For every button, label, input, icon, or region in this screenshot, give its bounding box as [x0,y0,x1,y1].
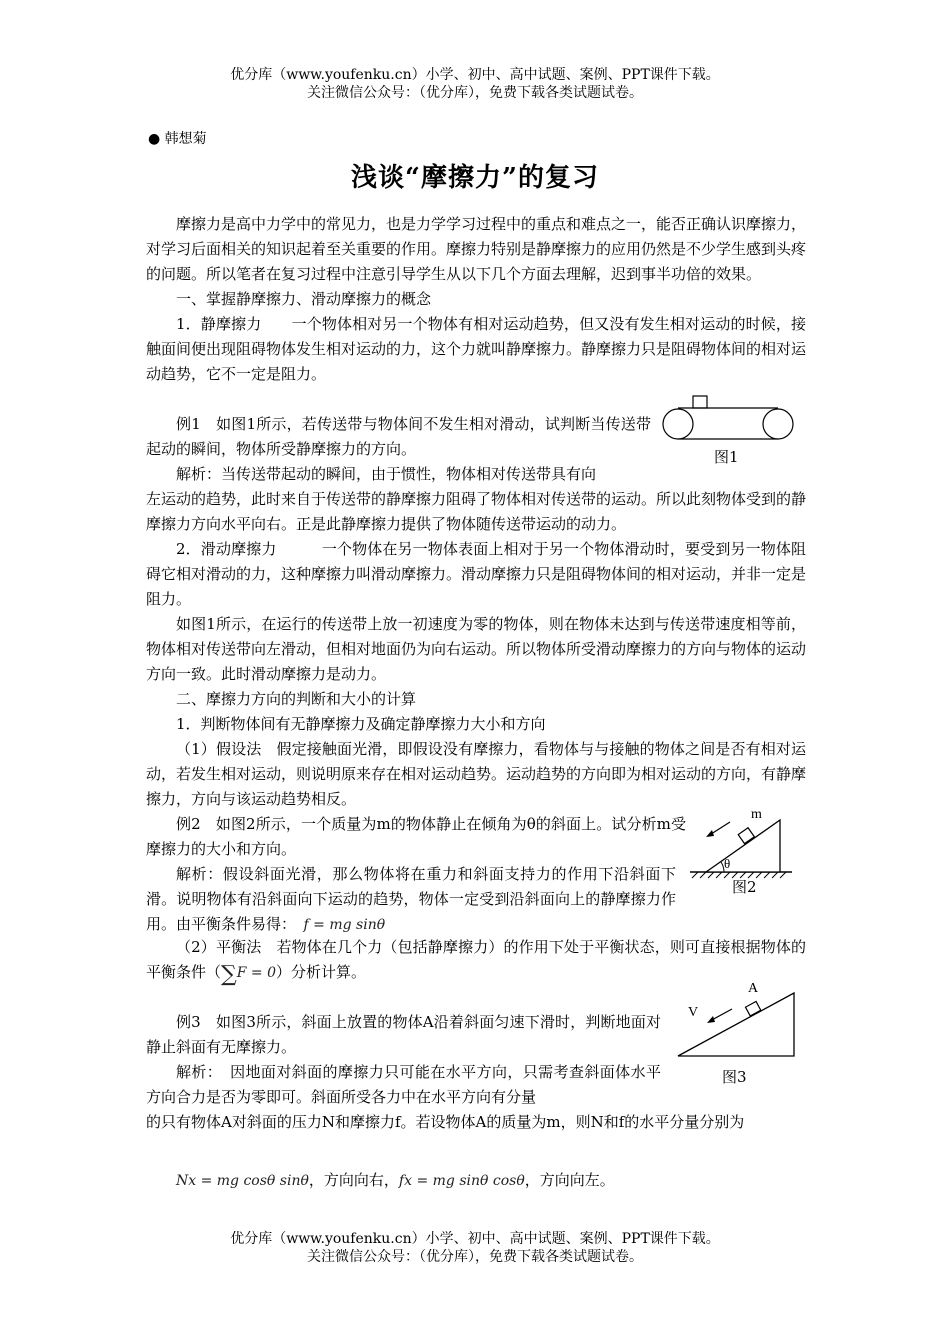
header-line-1: 优分库（www.youfenku.cn）小学、初中、高中试题、案例、PPT课件下载。 [230,67,720,83]
analysis-1-start: 解析：当传送带起动的瞬间，由于惯性，物体相对传送带具有向 [176,465,597,483]
figure-1-caption: 图1 [714,448,739,466]
figure-3-caption: 图3 [722,1068,747,1086]
paragraph-sliding-friction: 2．滑动摩擦力 一个物体在另一物体表面上相对于另一个物体滑动时，要受到另一物体阻碍它相对滑动的力，这种摩擦力叫滑动摩擦力。滑动摩擦力只是阻碍物体间的相对运动，并非一定是阻力。 [146,540,807,608]
equations-line [146,1168,806,1194]
figure-3-label-v: V [688,1005,699,1020]
text-block-analysis-2 [146,862,676,938]
figure-3-wedge [678,993,794,1056]
author: ● 韩想菊 [148,131,207,147]
analysis-3-end: 的只有物体A对斜面的压力N和摩擦力f。若设物体A的质量为m，则N和f的水平分量分别为 [146,1113,745,1131]
figure-2-incline [688,800,800,882]
text-block-example-3 [146,1010,661,1110]
page-footer [0,1230,950,1266]
figure-1-right-roller [763,409,793,439]
text-block-1 [146,212,806,387]
figure-2-caption: 图2 [732,878,757,896]
header-line-2: 关注微信公众号：（优分库），免费下载各类试题试卷。 [307,85,643,101]
equilibrium-text-start: （2）平衡法 若物体在几个力（包括静摩擦力）的作用下处于平衡状态，则可直接根据物体的平衡条件（ [146,938,806,981]
figure-1-block [693,396,707,408]
footer-line-1: 优分库（www.youfenku.cn）小学、初中、高中试题、案例、PPT课件下载。 [230,1231,720,1247]
equation-fx: fx = mg sinθ cosθ [398,1173,525,1189]
text-block-example-1 [146,412,651,487]
fx-direction: ，方向向左。 [524,1171,615,1189]
analysis-1-end: 左运动的趋势，此时来自于传送带的静摩擦力阻碍了物体相对传送带的运动。所以此刻物体受到的静摩擦力方向水平向右。正是此静摩擦力提供了物体随传送带运动的动力。 [146,490,807,533]
example-2: 例2 如图2所示，一个质量为m的物体静止在倾角为θ的斜面上。试分析m受摩擦力的大小和方向。 [146,815,686,858]
page-header [0,66,950,102]
equation-sum-f-text: F = 0 [236,965,276,981]
section-heading-2-1: 1．判断物体间有无静摩擦力及确定静摩擦力大小和方向 [176,715,546,733]
paragraph-intro: 摩擦力是高中力学中的常见力，也是力学学习过程中的重点和难点之一，能否正确认识摩擦力，对学习后面相关的知识起着至关重要的作用。摩擦力特别是静摩擦力的应用仍然是不少学生感到头疼的问题。所以笔者在复习过程中注意引导学生从以下几个方面去理解，迟到事半功倍的效果。 [146,215,807,283]
text-block-equations [146,1168,806,1194]
footer-line-2: 关注微信公众号：（优分库），免费下载各类试题试卷。 [307,1249,643,1265]
equation-sum-f [221,962,276,987]
equation-f-mg-sin: f = mg sinθ [303,917,386,933]
figure-1-conveyor [658,394,798,444]
example-3: 例3 如图3所示，斜面上放置的物体A沿着斜面匀速下滑时，判断地面对静止斜面有无摩擦力。 [146,1013,661,1056]
page-title: 浅谈“摩擦力”的复习 [351,163,599,193]
analysis-3-start: 解析： 因地面对斜面的摩擦力只可能在水平方向，只需考查斜面体水平方向合力是否为零即可。斜面所受各力中在水平方向有分量 [146,1063,661,1106]
section-heading-2: 二、摩擦力方向的判断和大小的计算 [176,690,417,708]
example-1: 例1 如图1所示，若传送带与物体间不发生相对滑动，试判断当传送带起动的瞬间，物体所受静摩擦力的方向。 [146,415,651,458]
figure-1-left-roller [663,409,693,439]
analysis-2-text: 解析：假设斜面光滑，那么物体将在重力和斜面支持力的作用下沿斜面下滑。说明物体有沿斜面向下运动的趋势，物体一定受到沿斜面向上的静摩擦力作用。由平衡条件易得： [146,865,676,933]
paragraph-static-friction: 1．静摩擦力 一个物体相对另一个物体有相对运动趋势，但又没有发生相对运动的时候，接触面间便出现阻碍物体发生相对运动的力，这个力就叫静摩擦力。静摩擦力只是阻碍物体间的相对运动趋势，它不一定是阻力。 [146,315,807,383]
figure-3-label-a: A [748,981,759,996]
nx-direction: ，方向向右， [308,1171,399,1189]
text-block-example-2 [146,812,686,862]
figure-2-label-m: m [751,807,762,822]
figure-3-incline [676,976,800,1060]
equilibrium-text-end: ）分析计算。 [276,963,367,981]
text-block-2 [146,487,806,812]
section-heading-1: 一、掌握静摩擦力、滑动摩擦力的概念 [176,290,432,308]
text-block-analysis-3 [146,1110,806,1135]
equation-nx: Nx = mg cosθ sinθ [176,1173,309,1189]
figure-2-label-theta: θ [724,856,731,871]
paragraph-assumption-method: （1）假设法 假定接触面光滑，即假设没有摩擦力，看物体与与接触的物体之间是否有相对运动，若发生相对运动，则说明原来存在相对运动趋势。运动趋势的方向即为相对运动的方向，有静摩擦力，方向与该运动趋势相反。 [146,740,807,808]
figure-2-wedge [706,820,780,872]
paragraph-figure-1-sliding: 如图1所示，在运行的传送带上放一初速度为零的物体，则在物体未达到与传送带速度相等前，物体相对传送带向左滑动，但相对地面仍为向右运动。所以物体所受滑动摩擦力的方向与物体的运动方向一致。此时滑动摩擦力是动力。 [146,615,807,683]
analysis-2 [146,862,676,938]
sigma-symbol: ∑ [221,962,237,987]
figure-3-arrowhead [707,1016,715,1023]
figure-2-arrowhead [706,830,714,837]
